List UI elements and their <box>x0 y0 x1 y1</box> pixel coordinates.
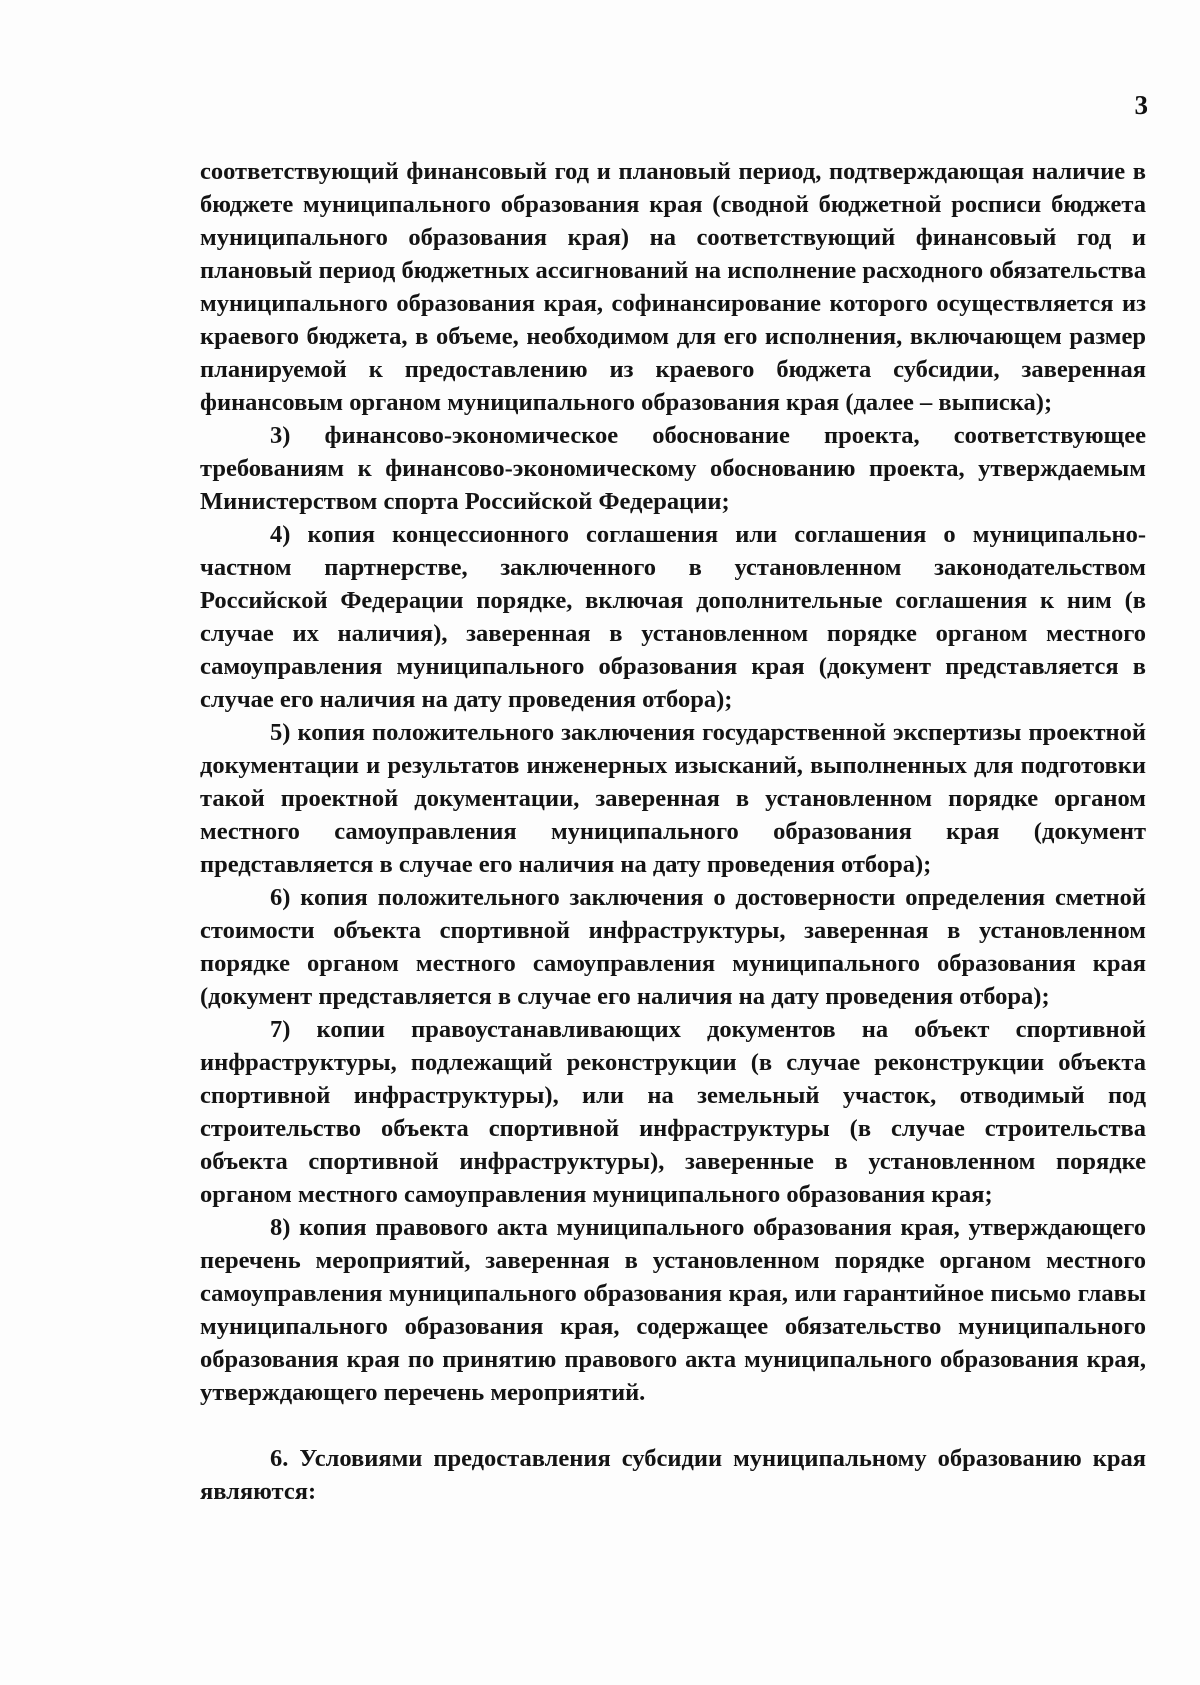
paragraph-item-4: 4) копия концессионного соглашения или соглашения о муниципально-частном партнерстве, заключенного в установленном законодательством Российской Федерации порядке, включая дополнительные соглашения к ним (в случае их наличия), заверенная в установленном порядке органом местного самоуправления муниципального образования края (документ представляется в случае его наличия на дату проведения отбора); <box>200 521 1146 713</box>
paragraph-item-6: 6) копия положительного заключения о достоверности определения сметной стоимости объекта спортивной инфраструктуры, заверенная в установленном порядке органом местного самоуправления муниципального образования края (документ представляется в случае его наличия на дату проведения отбора); <box>200 884 1146 1010</box>
paragraph-continuation: соответствующий финансовый год и плановый период, подтверждающая наличие в бюджете муниципального образования края (сводной бюджетной росписи бюджета муниципального образования края) на соответствующий финансовый год и плановый период бюджетных ассигнований на исполнение расходного обязательства муниципального образования края, софинансирование которого осуществляется из краевого бюджета, в объеме, необходимом для его исполнения, включающем размер планируемой к предоставлению из краевого бюджета субсидии, заверенная финансовым органом муниципального образования края (далее – выписка); <box>200 158 1146 416</box>
paragraph-item-3: 3) финансово-экономическое обоснование проекта, соответствующее требованиям к финансово-экономическому обоснованию проекта, утверждаемым Министерством спорта Российской Федерации; <box>200 422 1146 515</box>
paragraph-item-5: 5) копия положительного заключения государственной экспертизы проектной документации и результатов инженерных изысканий, выполненных для подготовки такой проектной документации, заверенная в установленном порядке органом местного самоуправления муниципального образования края (документ представляется в случае его наличия на дату проведения отбора); <box>200 719 1146 878</box>
page-number: 3 <box>1134 90 1148 120</box>
document-body <box>200 155 1146 1508</box>
section-6-heading: 6. Условиями предоставления субсидии муниципальному образованию края являются: <box>200 1445 1146 1505</box>
paragraph-item-8: 8) копия правового акта муниципального образования края, утверждающего перечень мероприятий, заверенная в установленном порядке органом местного самоуправления муниципального образования края, или гарантийное письмо главы муниципального образования края, содержащее обязательство муниципального образования края по принятию правового акта муниципального образования края, утверждающего перечень мероприятий. <box>200 1214 1146 1406</box>
paragraph-item-7: 7) копии правоустанавливающих документов на объект спортивной инфраструктуры, подлежащий реконструкции (в случае реконструкции объекта спортивной инфраструктуры), или на земельный участок, отводимый под строительство объекта спортивной инфраструктуры (в случае строительства объекта спортивной инфраструктуры), заверенные в установленном порядке органом местного самоуправления муниципального образования края; <box>200 1016 1146 1208</box>
